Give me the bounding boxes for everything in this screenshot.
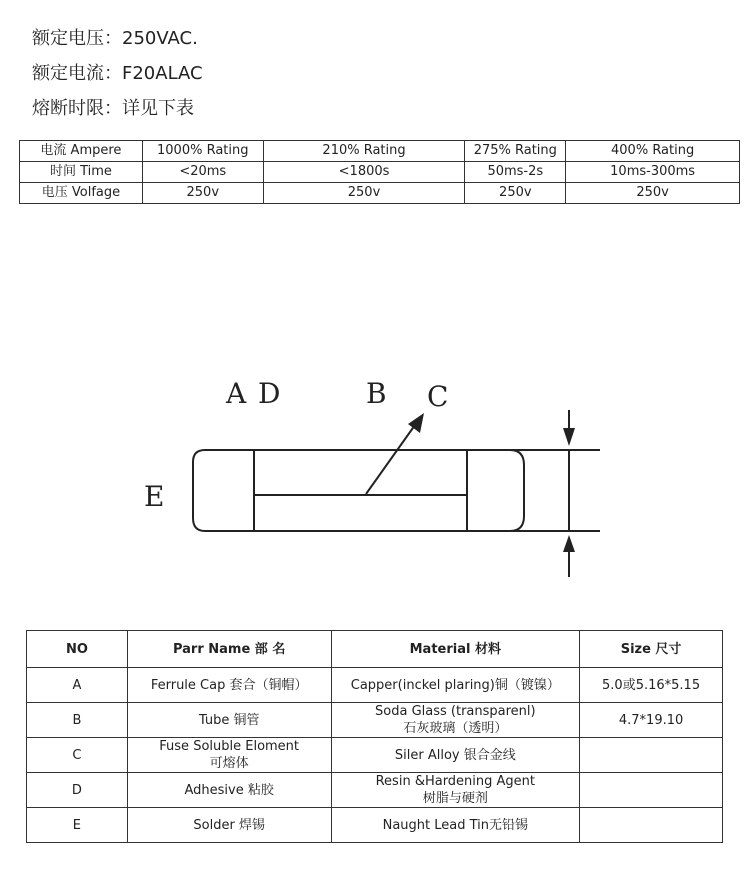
table-row (27, 703, 723, 738)
header-material: Material 材料 (331, 631, 580, 668)
text-line: 石灰玻璃（透明） (403, 721, 508, 736)
label-b: B (366, 377, 387, 410)
text-line: Naught Lead Tin无铅锡 (382, 817, 529, 833)
cell-size (580, 808, 723, 843)
table-cell: 250v (263, 183, 465, 204)
cell-no: A (27, 668, 128, 703)
table-row (27, 808, 723, 843)
cell-name (127, 703, 331, 738)
text-line: Resin &Hardening Agent (375, 774, 536, 789)
label-a: A (226, 377, 247, 410)
cell-size: 4.7*19.10 (580, 703, 723, 738)
table-cell: <1800s (263, 162, 465, 183)
parts-table (26, 630, 723, 843)
text-line: 树脂与硬剂 (422, 791, 488, 806)
table-cell: 250v (566, 183, 740, 204)
table-cell: 电压 Volfage (20, 183, 143, 204)
table-row (27, 668, 723, 703)
cell-name (127, 773, 331, 808)
text-line: Siler Alloy 银合金线 (394, 747, 516, 763)
table-cell: 275% Rating (465, 141, 566, 162)
text-line: Solder 焊锡 (193, 817, 265, 833)
table-header-row (27, 631, 723, 668)
table-cell: 250v (465, 183, 566, 204)
cell-no: C (27, 738, 128, 773)
header-part-name: Parr Name 部 名 (127, 631, 331, 668)
text-line: Tube 铜管 (198, 712, 260, 728)
label-d: D (258, 377, 281, 410)
cell-name (127, 668, 331, 703)
cell-name (127, 808, 331, 843)
fuse-time-limit: 熔断时限：详见下表 (32, 98, 194, 119)
table-cell: 时间 Time (20, 162, 143, 183)
header-size: Size 尺寸 (580, 631, 723, 668)
cell-name (127, 738, 331, 773)
table-cell: 10ms-300ms (566, 162, 740, 183)
cell-material (331, 738, 580, 773)
table-cell: 50ms-2s (465, 162, 566, 183)
text-line: Ferrule Cap 套合（铜帽） (150, 677, 308, 693)
table-row (27, 773, 723, 808)
rated-voltage: 额定电压：250VAC. (32, 28, 198, 49)
table-cell: <20ms (142, 162, 263, 183)
text-line: Soda Glass (transparenl) (375, 704, 536, 719)
table-cell: 1000% Rating (142, 141, 263, 162)
cell-size: 5.0或5.16*5.15 (580, 668, 723, 703)
text-line: Capper(inckel plaring)铜（镀镍） (350, 677, 560, 693)
text-line: Fuse Soluble Eloment (159, 739, 300, 754)
cell-no: B (27, 703, 128, 738)
cell-material (331, 703, 580, 738)
table-cell: 210% Rating (263, 141, 465, 162)
label-e: E (144, 480, 165, 513)
table-cell: 电流 Ampere (20, 141, 143, 162)
header-no: NO (27, 631, 128, 668)
text-line: 可熔体 (209, 756, 249, 771)
rated-current: 额定电流：F20ALAC (32, 63, 203, 84)
cell-material (331, 773, 580, 808)
table-cell: 400% Rating (566, 141, 740, 162)
cell-size (580, 773, 723, 808)
cell-no: D (27, 773, 128, 808)
cell-material (331, 668, 580, 703)
cell-no: E (27, 808, 128, 843)
cell-material (331, 808, 580, 843)
text-line: Adhesive 粘胶 (184, 782, 274, 798)
table-row (27, 738, 723, 773)
label-c: C (427, 380, 449, 413)
table-cell: 250v (142, 183, 263, 204)
cell-size (580, 738, 723, 773)
